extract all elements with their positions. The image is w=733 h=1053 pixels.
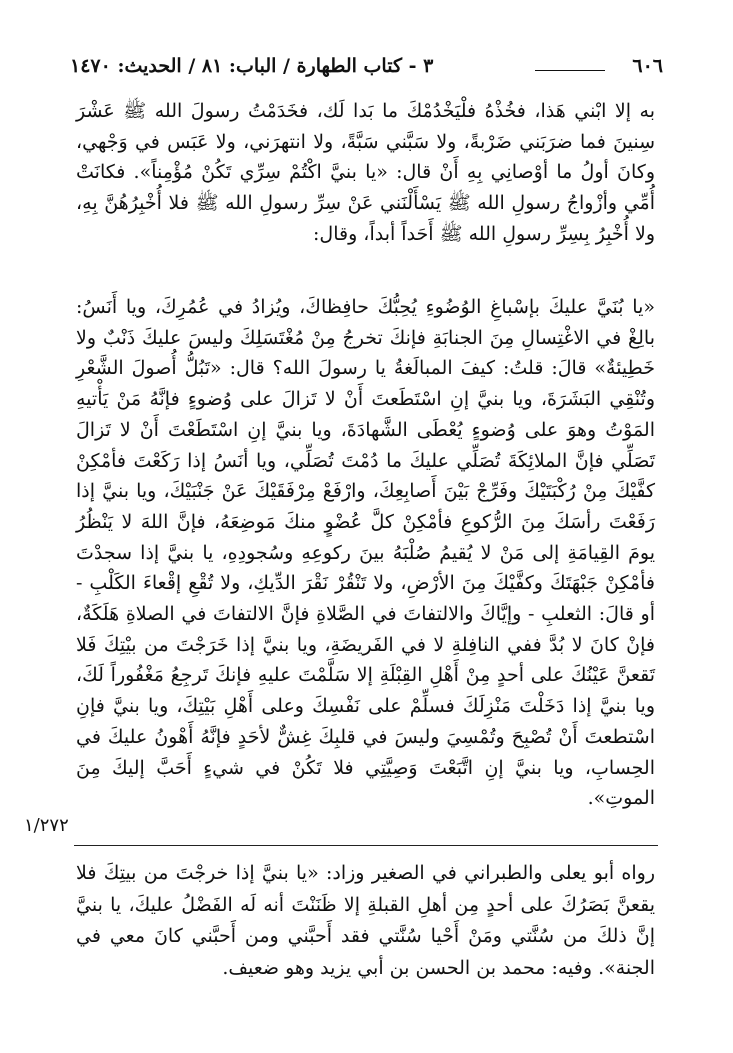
commentary-block bbox=[76, 858, 655, 984]
page-header bbox=[70, 55, 663, 85]
page-number: ٦٠٦ bbox=[632, 55, 663, 77]
hadith-block bbox=[76, 292, 655, 814]
reference-number: ١/٢٧٢ bbox=[24, 815, 69, 836]
running-title: ٣ - كتاب الطهارة / الباب: ٨١ / الحديث: ١٤٧٠ bbox=[70, 55, 434, 77]
header-rule bbox=[535, 70, 605, 71]
hadith-text: «يا بُنَيَّ عليكَ بإسْباغِ الوُضُوءِ يُحِبُّكَ حافِظاكَ، ويُزادُ في عُمُرِكَ، ويا أَنَسُ: بالِغْ في الاغْتِسالِ مِنَ الجنابَةِ فإنكَ تخرجُ مِنْ مُغْتَسَلِكَ وليسَ عليكَ ذَنْبٌ ولا خَطِيئةٌ» قالَ: قلتُ: كيفَ المبالَغةُ يا رسولَ الله؟ قال: «تَبُلُّ أُصولَ الشَّعْرِ وتُنْقِي البَشَرَةَ، ويا بنيَّ إنِ اسْتَطَعتَ أَنْ لا تَزالَ على وُضوءٍ فإنَّهُ مَنْ يَأْتيهِ المَوْتُ وهوَ على وُضوءٍ يُعْطَى الشَّهادَةَ، ويا بنيَّ إنِ اسْتَطَعْتَ أَنْ لا تَزالَ تَصَلِّي فإنَّ الملائِكَةَ تُصَلِّي عليكَ ما دُمْتَ تُصَلِّي، ويا أنَسُ إذا رَكَعْتَ فأمْكِنْ كفَّيْكَ مِنْ رُكْبَتَيْكَ وفَرِّجْ بَيْنَ أَصابِعِكَ، وارْفَعْ مِرْفَقَيْكَ عَنْ جَنْبَيْكَ، ويا بنيَّ إذا رَفَعْتَ رأسَكَ مِنَ الرُّكوعِ فأمْكِنْ كلَّ عُضْوٍ منكَ مَوضِعَهُ، فإنَّ اللهَ لا يَنْظُرُ يومَ القِيامَةِ إلى مَنْ لا يُقيمُ صُلْبَهُ بينَ ركوعِهِ وسُجودِهِ، يا بنيَّ إذا سجدْتَ فأمْكِنْ جَبْهَتَكَ وكفَّيْكَ مِنَ الأرْضِ، ولا تَنْقُرْ نَقْرَ الدِّيكِ، ولا تُقْعِ إقْعاءَ الكَلْبِ - أو قالَ: الثعلبِ - وإيَّاكَ والالتفاتَ في الصَّلاةِ فإنَّ الالتفاتَ في الصلاةِ هَلَكَةٌ، فإنْ كانَ لا بُدَّ ففي النافِلةِ لا في الفَريضَةِ، ويا بنيَّ إذا خَرَجْتَ من بيْتِكَ فَلا تَقعنَّ عَيْنُكَ على أحدٍ مِنْ أَهْلِ القِبْلَةِ إلا سَلَّمْتَ عليهِ فإنكَ تَرجِعُ مَغْفُوراً لَكَ، ويا بنيَّ إذا دَخَلْتَ مَنْزِلَكَ فسلِّمْ على نَفْسِكَ وعلى أَهْلِ بَيْتِكَ، ويا بنيَّ فإنِ اسْتطعتَ أَنْ تُصْبِحَ وتُمْسِيَ وليسَ في قلبِكَ غِشٌّ لأحَدٍ فإنَّهُ أَهْونُ عليكَ في الحِسابِ، ويا بنيَّ إنِ اتَّبَعْتَ وَصِيَّتِي فلا تَكُنْ في شيءٍ أَحَبَّ إليكَ مِنَ الموتِ». bbox=[76, 296, 655, 810]
intro-block bbox=[76, 96, 655, 250]
commentary-text: رواه أبو يعلى والطبراني في الصغير وزاد: «يا بنيَّ إذا خرجْتَ من بيتِكَ فلا يقعنَّ بَصَرُكَ على أحدٍ مِن أهلِ القبلةِ إلا ظَنَنْتَ أنه لَه الفَضْلُ عليكَ، يا بنيَّ إنَّ ذلكَ من سُنَّتي ومَنْ أَحْيا سُنَّتي فقد أَحبَّني ومن أَحبَّني كانَ معي في الجنة». وفيه: محمد بن الحسن بن أبي يزيد وهو ضعيف. bbox=[76, 862, 655, 979]
intro-paragraph: به إلا ابْني هَذا، فخُذْهُ فلْيَخْدُمْكَ ما بَدا لَك، فخَدَمْتُ رسولَ الله ﷺ عَشْرَ سِنينَ فما ضرَبَني ضَرْبةً، ولا سَبَّني سَبَّةً، ولا انتهرَني، ولا عَبَس في وَجْهي، وكانَ أولُ ما أوْصانِي بِهِ أَنْ قال: «يا بنيَّ اكْتُمْ سِرِّي تَكُنْ مُؤْمِناً». فكانَتْ أُمِّي وأزْواجُ رسولِ الله ﷺ يَسْأَلْنَني عَنْ سِرِّ رسولِ الله ﷺ فلا أُخْبِرُهُنَّ بِهِ، ولا أُخْبِرُ بِسِرِّ رسولِ الله ﷺ أَحَداً أبداً، وقال: bbox=[76, 100, 655, 245]
section-divider bbox=[74, 845, 658, 846]
